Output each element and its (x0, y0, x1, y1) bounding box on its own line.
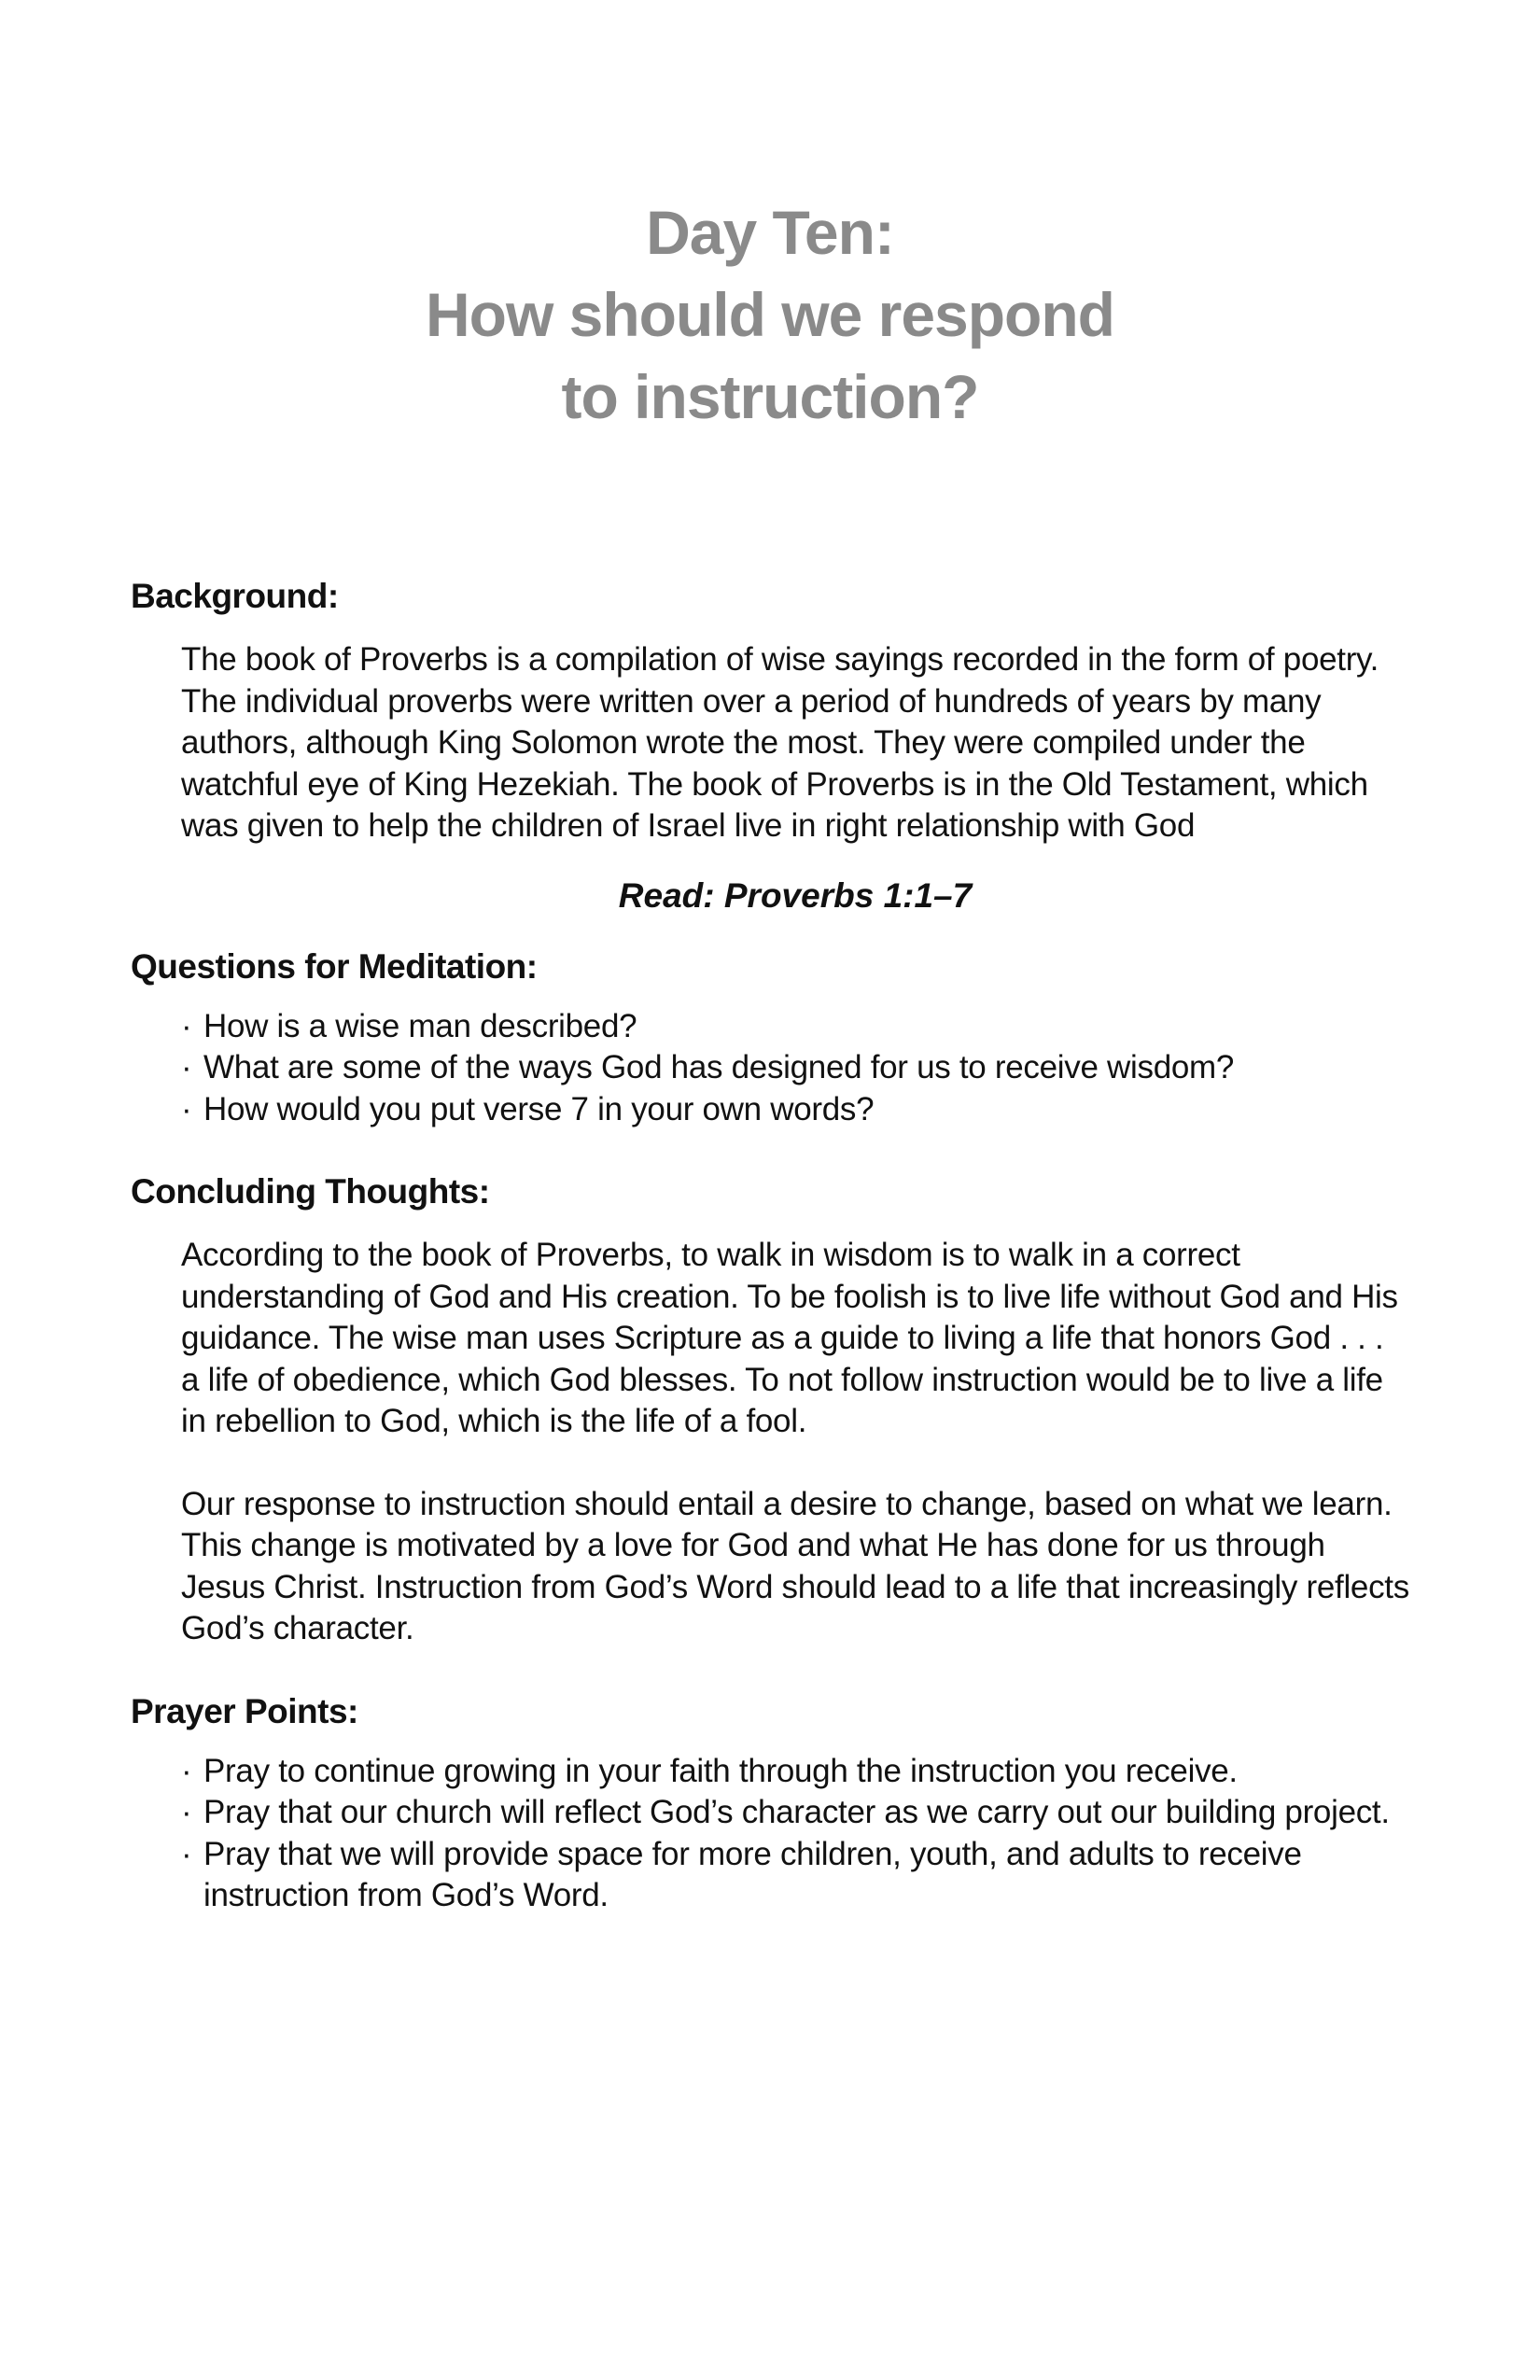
meditation-list (131, 1006, 1409, 1131)
list-item (181, 1089, 1409, 1131)
prayer-list (131, 1751, 1409, 1917)
prayer-item-text: Pray to continue growing in your faith through the instruction you receive. (203, 1752, 1238, 1789)
prayer-item-text: Pray that our church will reflect God’s character as we carry out our building project. (203, 1794, 1390, 1830)
concluding-paragraph-1: According to the book of Proverbs, to walk in wisdom is to walk in a correct understanding of God and His creation. To be foolish is to live life without God and His guidance. The wise man uses Scripture as a guide to living a life that honors God . . . a life of obedience, which God blesses. To not follow instruction would be to live a life in rebellion to God, which is the life of a fool. (181, 1237, 1398, 1439)
bullet-dot: · (181, 1090, 192, 1127)
meditation-item-text: How would you put verse 7 in your own words? (203, 1090, 875, 1127)
background-heading: Background: (131, 577, 339, 615)
scripture-reading: Read: Proverbs 1:1–7 (618, 875, 973, 915)
background-paragraph: The book of Proverbs is a compilation of wise sayings recorded in the form of poetry. The individual proverbs were written over a period of hundreds of years by many authors, although King Solomon wrote the most. They were compiled under the watchful eye of King Hezekiah. The book of Proverbs is in the Old Testament, which was given to help the children of Israel live in right relationship with God (181, 641, 1379, 844)
bullet-dot: · (181, 1835, 192, 1872)
concluding-heading: Concluding Thoughts: (131, 1172, 490, 1211)
prayer-heading: Prayer Points: (131, 1691, 358, 1730)
bullet-dot: · (181, 1752, 192, 1789)
meditation-item-text: What are some of the ways God has designed for us to receive wisdom? (203, 1049, 1235, 1085)
list-item (181, 1006, 1409, 1048)
prayer-item-text: Pray that we will provide space for more children, youth, and adults to receive instruction from God’s Word. (203, 1835, 1302, 1913)
meditation-heading: Questions for Meditation: (131, 946, 538, 986)
list-item (181, 1047, 1409, 1089)
title-line-3: to instruction? (561, 362, 979, 431)
title-line-2: How should we respond (425, 280, 1115, 349)
concluding-paragraph-2: Our response to instruction should entail a desire to change, based on what we learn. This change is motivated by a love for God and what He has done for us through Jesus Christ. Instruction from God’s Word should lead to a life that increasingly reflects God’s character. (181, 1485, 1409, 1646)
meditation-item-text: How is a wise man described? (203, 1007, 637, 1044)
bullet-dot: · (181, 1049, 192, 1085)
list-item (181, 1792, 1409, 1834)
list-item (181, 1834, 1409, 1917)
title-line-1: Day Ten: (646, 198, 894, 267)
bullet-dot: · (181, 1794, 192, 1830)
content-body (131, 574, 1409, 1917)
list-item (181, 1751, 1409, 1793)
bullet-dot: · (181, 1007, 192, 1044)
page-title (0, 191, 1540, 438)
